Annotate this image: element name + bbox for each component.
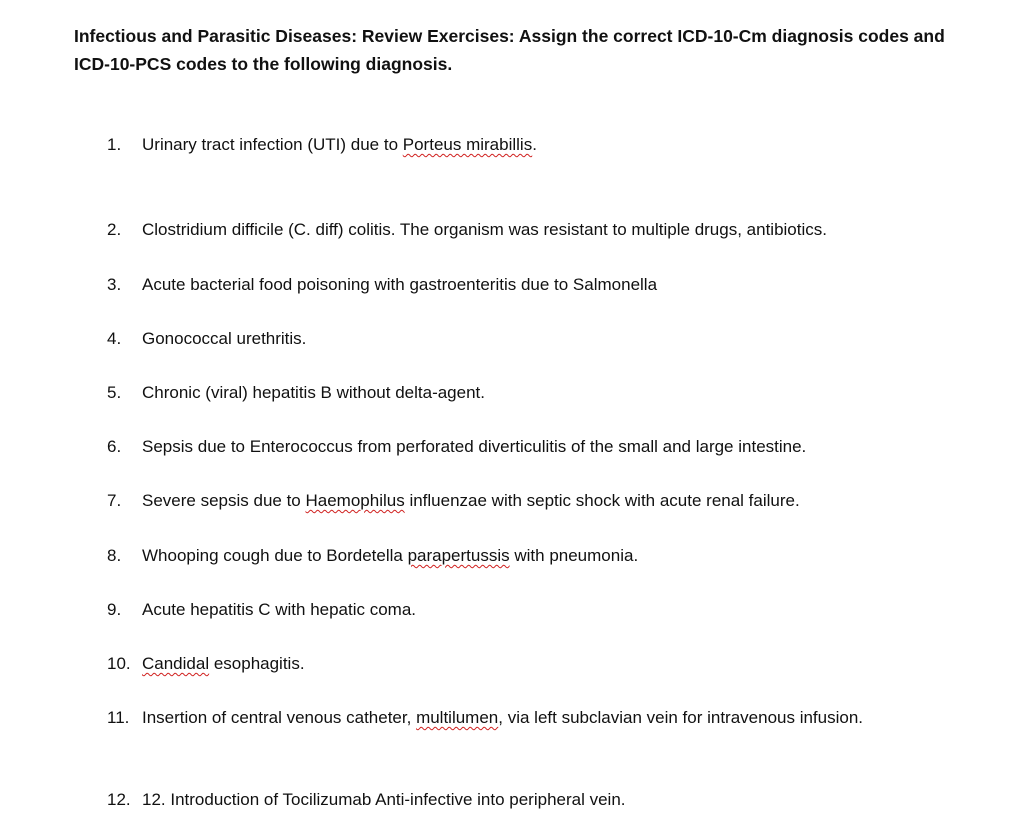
item-text-post: esophagitis.: [209, 654, 305, 673]
list-item-8: [107, 542, 927, 570]
list-item-3: [107, 271, 927, 299]
item-number: 2.: [107, 220, 122, 239]
item-text-post: influenzae with septic shock with acute renal failure.: [404, 491, 800, 510]
item-text: Gonococcal urethritis.: [142, 329, 307, 348]
item-number: 3.: [107, 275, 122, 294]
list-item-7: [107, 487, 927, 515]
item-text: Clostridium difficile (C. diff) colitis. The organism was resistant to multiple drugs, antibiotics.: [142, 220, 827, 239]
item-number: 11.: [107, 708, 130, 727]
item-text-pre: Whooping cough due to Bordetella: [142, 546, 408, 565]
list-item-9: [107, 596, 927, 624]
item-number: 1.: [107, 135, 122, 154]
spellcheck-flagged-word[interactable]: Porteus mirabillis: [402, 135, 533, 154]
list-item-1: [107, 131, 927, 159]
list-item-10: [107, 650, 927, 678]
list-item-12: [107, 786, 927, 814]
item-text-post: with pneumonia.: [509, 546, 639, 565]
item-number: 5.: [107, 383, 122, 402]
item-text: [142, 542, 927, 570]
spellcheck-flagged-word[interactable]: multilumen: [416, 708, 499, 727]
item-text-pre: Severe sepsis due to: [142, 491, 306, 510]
list-item-5: [107, 379, 927, 407]
list-item-6: [107, 433, 927, 461]
item-text: Acute hepatitis C with hepatic coma.: [142, 600, 417, 619]
item-text-post: .: [532, 135, 537, 154]
item-text: [142, 131, 927, 159]
item-number: 9.: [107, 600, 122, 619]
item-text: [142, 487, 927, 515]
item-number: 10.: [107, 654, 131, 673]
item-text-post: , via left subclavian vein for intravenous infusion.: [498, 708, 864, 727]
item-text: 12. Introduction of Tocilizumab Anti-infective into peripheral vein.: [142, 790, 626, 809]
item-text: [142, 704, 927, 732]
spellcheck-flagged-word[interactable]: Haemophilus: [305, 491, 405, 510]
item-number: 8.: [107, 546, 122, 565]
item-text: Chronic (viral) hepatitis B without delta-agent.: [142, 383, 485, 402]
item-number: 4.: [107, 329, 122, 348]
item-number: 12.: [107, 790, 131, 809]
item-text: Sepsis due to Enterococcus from perforated diverticulitis of the small and large intestine.: [142, 437, 807, 456]
spellcheck-flagged-word[interactable]: Candidal: [142, 654, 210, 673]
item-text-pre: Insertion of central venous catheter,: [142, 708, 417, 727]
list-item-11: [107, 704, 927, 732]
spellcheck-flagged-word[interactable]: parapertussis: [407, 546, 510, 565]
item-number: 7.: [107, 491, 122, 510]
item-number: 6.: [107, 437, 122, 456]
item-text-pre: Urinary tract infection (UTI) due to: [142, 135, 403, 154]
document-title: Infectious and Parasitic Diseases: Review Exercises: Assign the correct ICD-10-Cm diagnosis codes and ICD-10-PCS codes to the following diagnosis.: [74, 26, 945, 74]
item-text: [142, 650, 927, 678]
list-item-2: [107, 216, 927, 244]
item-text: Acute bacterial food poisoning with gastroenteritis due to Salmonella: [142, 275, 658, 294]
list-item-4: [107, 325, 927, 353]
